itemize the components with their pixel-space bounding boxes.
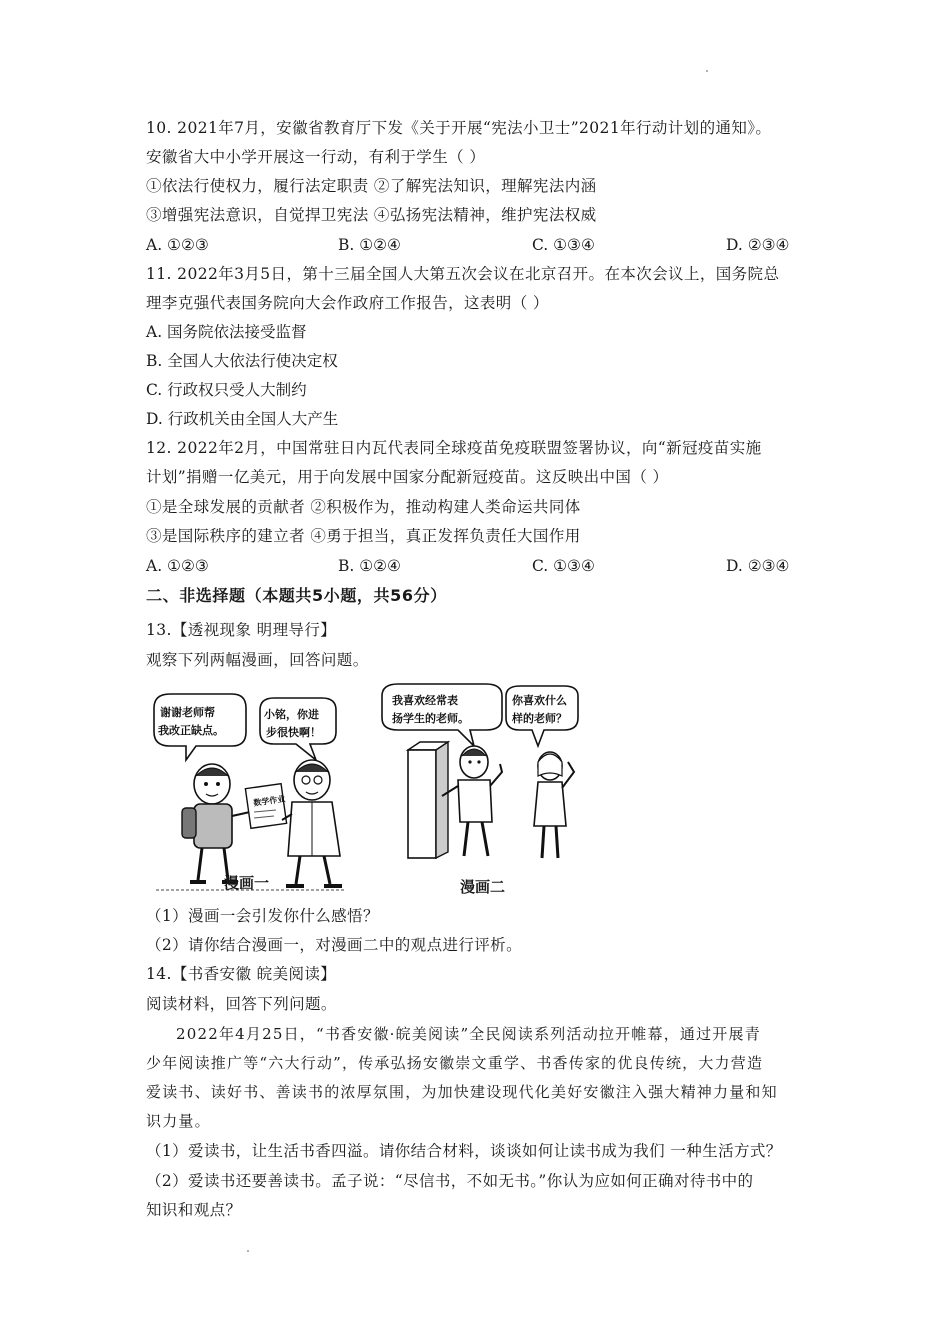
q13-title: 13.【透视现象 明理导行】 bbox=[146, 621, 337, 639]
q12-option-b[interactable]: B. ①②④ bbox=[338, 557, 401, 575]
q10-option-a[interactable]: A. ①②③ bbox=[146, 236, 209, 254]
q12-option-c[interactable]: C. ①③④ bbox=[532, 557, 595, 575]
section-heading: 二、非选择题（本题共5小题，共56分） bbox=[146, 586, 447, 605]
q11-stem-line1: 11. 2022年3月5日，第十三届全国人大第五次会议在北京召开。在本次会议上，国务院总 bbox=[146, 265, 780, 283]
q14-material-line1: 2022年4月25日，“书香安徽·皖美阅读”全民阅读系列活动拉开帷幕，通过开展青 bbox=[176, 1025, 761, 1043]
q12-option-a[interactable]: A. ①②③ bbox=[146, 557, 209, 575]
q11-option-a[interactable]: A. 国务院依法接受监督 bbox=[146, 323, 307, 341]
comic2-right-bubble-line2: 样的老师？ bbox=[512, 712, 567, 725]
comic-two-illustration bbox=[378, 676, 590, 866]
q14-title: 14.【书香安徽 皖美阅读】 bbox=[146, 965, 337, 983]
q13-instruction: 观察下列两幅漫画，回答问题。 bbox=[146, 651, 369, 669]
comic1-right-bubble-line2: 步很快啊！ bbox=[266, 726, 321, 739]
scan-speck bbox=[247, 1250, 249, 1252]
q14-instruction: 阅读材料，回答下列问题。 bbox=[146, 995, 337, 1013]
q10-stem-line1: 10. 2021年7月，安徽省教育厅下发《关于开展“宪法小卫士”2021年行动计划的通知》。 bbox=[146, 119, 772, 137]
q10-option-c[interactable]: C. ①③④ bbox=[532, 236, 595, 254]
q10-item-line2: ③增强宪法意识，自觉捍卫宪法 ④弘扬宪法精神，维护宪法权威 bbox=[146, 206, 597, 224]
q12-item-line2: ③是国际秩序的建立者 ④勇于担当，真正发挥负责任大国作用 bbox=[146, 527, 581, 545]
q10-stem-line2: 安徽省大中小学开展这一行动，有利于学生（ ） bbox=[146, 148, 486, 166]
comic2-left-bubble-line1: 我喜欢经常表 bbox=[392, 694, 458, 707]
comic-two-caption: 漫画二 bbox=[460, 878, 506, 896]
q14-material-line2: 少年阅读推广等“六大行动”，传承弘扬安徽崇文重学、书香传家的优良传统，大力营造 bbox=[146, 1054, 764, 1072]
q12-item-line1: ①是全球发展的贡献者 ②积极作为，推动构建人类命运共同体 bbox=[146, 498, 581, 516]
q12-option-d[interactable]: D. ②③④ bbox=[726, 557, 790, 575]
comic-one-caption: 漫画一 bbox=[224, 874, 270, 892]
q11-option-d[interactable]: D. 行政机关由全国人大产生 bbox=[146, 410, 339, 428]
q12-stem-line2: 计划”捐赠一亿美元，用于向发展中国家分配新冠疫苗。这反映出中国（ ） bbox=[146, 468, 669, 486]
q14-material-line4: 识力量。 bbox=[146, 1112, 211, 1130]
q13-sub1: （1）漫画一会引发你什么感悟？ bbox=[146, 907, 379, 925]
q13-sub2: （2）请你结合漫画一，对漫画二中的观点进行评析。 bbox=[146, 936, 522, 954]
q11-stem-line2: 理李克强代表国务院向大会作政府工作报告，这表明（ ） bbox=[146, 294, 549, 312]
comic-one-illustration bbox=[146, 680, 356, 895]
scan-speck bbox=[706, 70, 708, 72]
comic1-right-bubble-line1: 小铭，你进 bbox=[264, 708, 319, 721]
comic1-left-bubble-line2: 我改正缺点。 bbox=[158, 724, 224, 737]
q10-option-b[interactable]: B. ①②④ bbox=[338, 236, 401, 254]
q14-material-line3: 爱读书、读好书、善读书的浓厚氛围，为加快建设现代化美好安徽注入强大精神力量和知 bbox=[146, 1083, 778, 1101]
q10-item-line1: ①依法行使权力，履行法定职责 ②了解宪法知识，理解宪法内涵 bbox=[146, 177, 597, 195]
q14-sub2-line1: （2）爱读书还要善读书。孟子说：“尽信书，不如无书。”你认为应如何正确对待书中的 bbox=[146, 1172, 754, 1190]
q11-option-b[interactable]: B. 全国人大依法行使决定权 bbox=[146, 352, 338, 370]
comic2-right-bubble-line1: 你喜欢什么 bbox=[512, 694, 567, 707]
q14-sub2-line2: 知识和观点？ bbox=[146, 1201, 242, 1219]
comic1-left-bubble-line1: 谢谢老师帮 bbox=[160, 706, 215, 719]
q11-option-c[interactable]: C. 行政权只受人大制约 bbox=[146, 381, 307, 399]
q10-option-d[interactable]: D. ②③④ bbox=[726, 236, 790, 254]
comic2-left-bubble-line2: 扬学生的老师。 bbox=[392, 712, 469, 725]
q12-stem-line1: 12. 2022年2月，中国常驻日内瓦代表同全球疫苗免疫联盟签署协议，向“新冠疫苗实施 bbox=[146, 439, 762, 457]
comic1-paper-label: 数学作业 bbox=[252, 794, 286, 808]
q14-sub1: （1）爱读书，让生活书香四溢。请你结合材料，谈谈如何让读书成为我们 一种生活方式？ bbox=[146, 1142, 782, 1160]
